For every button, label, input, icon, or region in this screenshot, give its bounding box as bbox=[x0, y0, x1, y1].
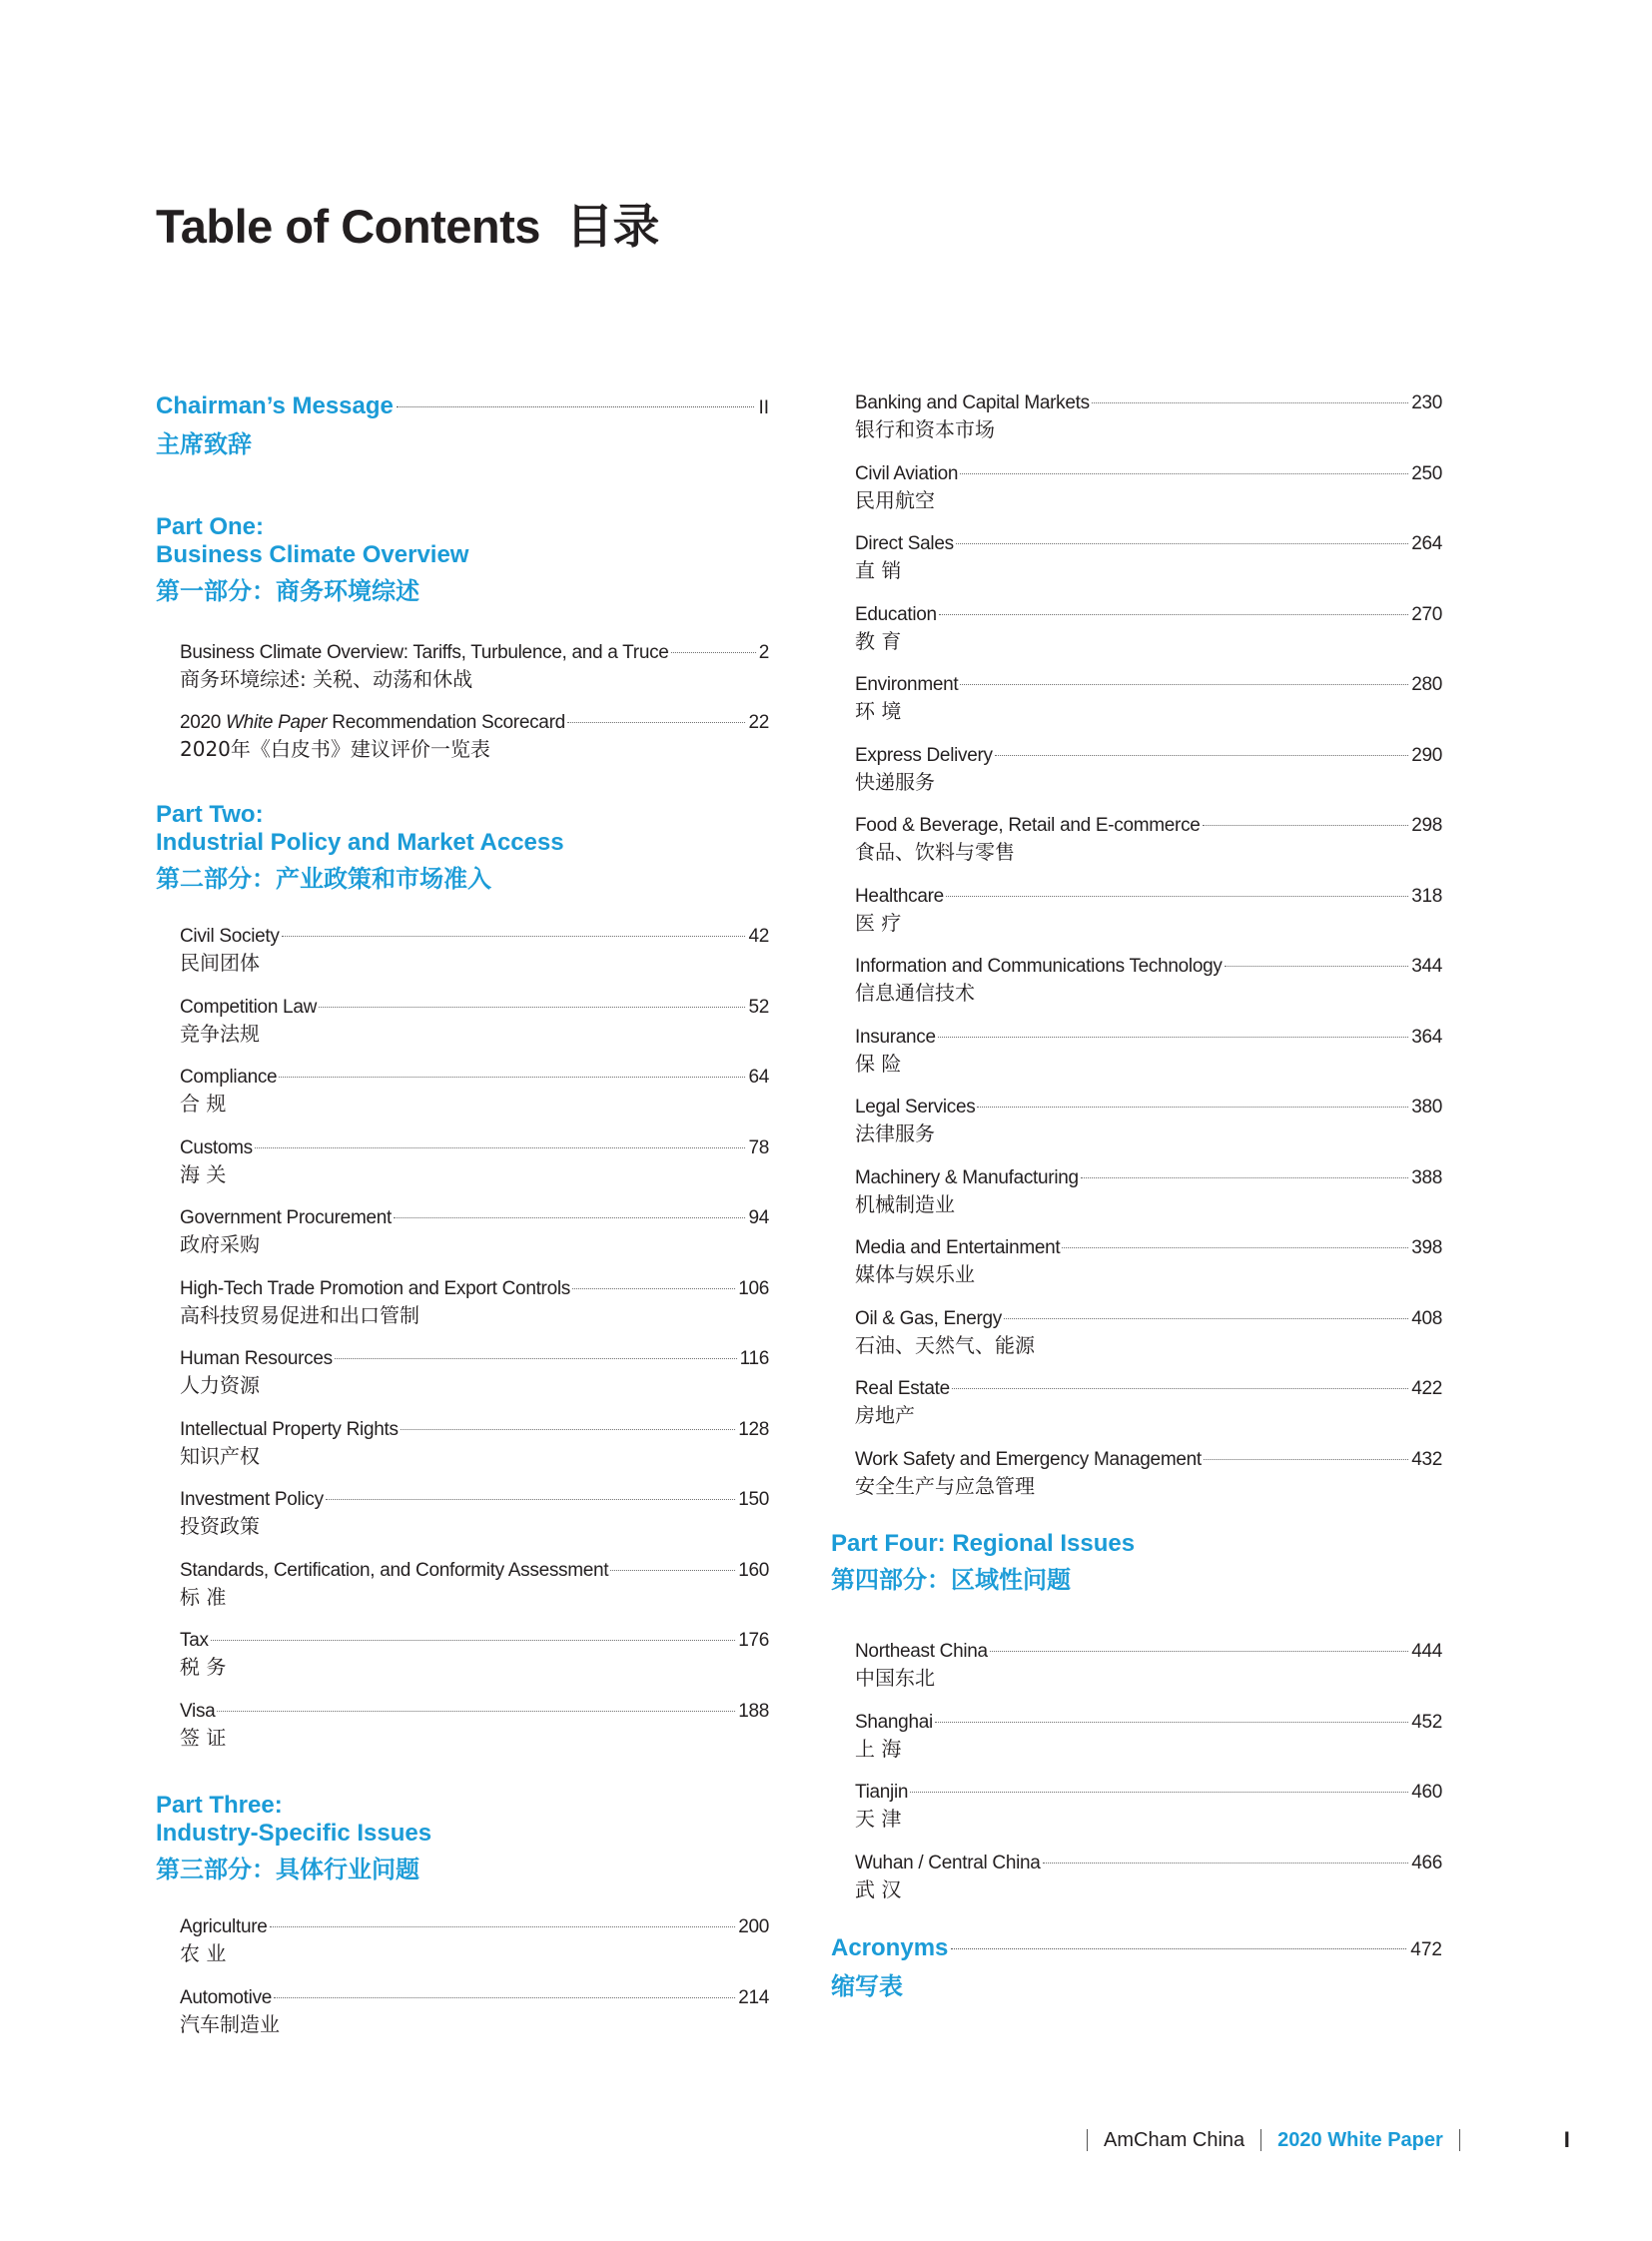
part-two-label: Part Two: bbox=[156, 801, 264, 828]
toc-entry[interactable] bbox=[180, 1488, 769, 1546]
entry-page: 318 bbox=[1411, 885, 1442, 907]
footer-org: AmCham China bbox=[1104, 2128, 1245, 2151]
entry-title-zh: 信息通信技术 bbox=[855, 981, 975, 1005]
entry-title-zh: 2020年《白皮书》建议评价一览表 bbox=[180, 737, 490, 761]
entry-title-zh: 保 险 bbox=[855, 1051, 902, 1076]
leader-dots bbox=[319, 1007, 745, 1008]
leader-dots bbox=[401, 1429, 736, 1430]
leader-dots bbox=[394, 1217, 745, 1218]
entry-title-zh: 税 务 bbox=[180, 1655, 227, 1679]
toc-entry[interactable] bbox=[855, 462, 1442, 520]
part-four-title-zh: 第四部分：区域性问题 bbox=[831, 1566, 1071, 1594]
entry-title-zh: 农 业 bbox=[180, 1941, 227, 1965]
toc-entry[interactable] bbox=[180, 1700, 769, 1758]
acronyms-title-zh: 缩写表 bbox=[831, 1972, 903, 2000]
entry-title-zh: 媒体与娱乐业 bbox=[855, 1262, 975, 1286]
entry-page: 128 bbox=[738, 1418, 769, 1440]
entry-title-zh: 天 津 bbox=[855, 1807, 902, 1831]
entry-title: Northeast China bbox=[855, 1641, 988, 1662]
entry-title: Express Delivery bbox=[855, 744, 993, 766]
entry-page: 230 bbox=[1411, 392, 1442, 413]
toc-entry[interactable] bbox=[180, 711, 769, 769]
entry-title-zh: 法律服务 bbox=[855, 1121, 935, 1145]
entry-page: 94 bbox=[748, 1207, 769, 1228]
leader-dots bbox=[326, 1499, 735, 1500]
entry-title bbox=[180, 711, 565, 735]
entry-page: 432 bbox=[1411, 1448, 1442, 1470]
leader-dots bbox=[951, 1948, 1406, 1949]
part-three-title-zh: 第三部分：具体行业问题 bbox=[156, 1856, 419, 1883]
entry-title: Intellectual Property Rights bbox=[180, 1418, 399, 1440]
entry-title-zh: 民用航空 bbox=[855, 487, 935, 512]
leader-dots bbox=[960, 684, 1408, 685]
entry-title-zh: 投资政策 bbox=[180, 1514, 260, 1538]
entry-page: 2 bbox=[758, 642, 769, 663]
entry-title-zh: 教 育 bbox=[855, 628, 902, 653]
part-three-label: Part Three: bbox=[156, 1792, 283, 1819]
toc-entry[interactable] bbox=[855, 1026, 1442, 1084]
entry-page: 444 bbox=[1411, 1641, 1442, 1662]
leader-dots bbox=[946, 896, 1408, 897]
toc-acronyms[interactable] bbox=[831, 1933, 1442, 2004]
part-four-heading bbox=[831, 1530, 1442, 1600]
page-title-zh: 目录 bbox=[565, 200, 659, 255]
entry-title-zh: 标 准 bbox=[180, 1584, 227, 1609]
entry-title-zh: 签 证 bbox=[180, 1725, 227, 1750]
leader-dots bbox=[270, 1926, 736, 1927]
entry-page: 460 bbox=[1411, 1782, 1442, 1803]
entry-title-zh: 知识产权 bbox=[180, 1443, 260, 1468]
toc-entry[interactable] bbox=[180, 1629, 769, 1687]
footer-divider bbox=[1260, 2129, 1261, 2151]
entry-title-zh: 人力资源 bbox=[180, 1373, 260, 1397]
part-two-heading bbox=[156, 801, 769, 899]
entry-page: 188 bbox=[738, 1700, 769, 1722]
entry-title-zh: 快递服务 bbox=[855, 769, 935, 794]
entry-title-zh: 机械制造业 bbox=[855, 1191, 955, 1216]
leader-dots bbox=[397, 406, 755, 407]
entry-page: 52 bbox=[748, 996, 769, 1018]
entry-page: 280 bbox=[1411, 674, 1442, 695]
entry-title: Tianjin bbox=[855, 1782, 909, 1803]
entry-page: 398 bbox=[1411, 1237, 1442, 1258]
entry-title-zh: 环 境 bbox=[855, 699, 902, 723]
entry-title: Automotive bbox=[180, 1986, 273, 2008]
toc-chairman-message[interactable] bbox=[156, 391, 769, 462]
entry-title: Oil & Gas, Energy bbox=[855, 1307, 1002, 1329]
entry-page: 290 bbox=[1411, 744, 1442, 766]
entry-page: 388 bbox=[1411, 1166, 1442, 1188]
leader-dots bbox=[995, 755, 1408, 756]
footer-divider bbox=[1459, 2129, 1460, 2151]
part-one-title-zh: 第一部分：商务环境综述 bbox=[156, 577, 419, 605]
toc-entry[interactable] bbox=[855, 955, 1442, 1013]
leader-dots bbox=[274, 1997, 735, 1998]
entry-title: Media and Entertainment bbox=[855, 1237, 1061, 1258]
toc-entry[interactable] bbox=[855, 1448, 1442, 1506]
toc-entry[interactable] bbox=[855, 673, 1442, 731]
leader-dots bbox=[990, 1651, 1408, 1652]
toc-entry[interactable] bbox=[180, 641, 769, 699]
toc-entry[interactable] bbox=[855, 1640, 1442, 1698]
toc-entry[interactable] bbox=[180, 1347, 769, 1405]
toc-entry[interactable] bbox=[180, 1559, 769, 1617]
leader-dots bbox=[282, 936, 746, 937]
leader-dots bbox=[572, 1288, 735, 1289]
entry-title-zh: 竞争法规 bbox=[180, 1021, 260, 1046]
part-three-heading bbox=[156, 1792, 769, 1889]
entry-title: Machinery & Manufacturing bbox=[855, 1166, 1079, 1188]
entry-title-zh: 医 疗 bbox=[855, 910, 902, 935]
footer-publication: 2020 White Paper bbox=[1277, 2128, 1443, 2151]
toc-entry[interactable] bbox=[855, 1166, 1442, 1224]
entry-title: Civil Society bbox=[180, 926, 280, 947]
part-one-label: Part One: bbox=[156, 513, 265, 540]
toc-entry[interactable] bbox=[180, 925, 769, 983]
toc-entry[interactable] bbox=[855, 1852, 1442, 1909]
entry-page: 298 bbox=[1411, 815, 1442, 836]
entry-page: 270 bbox=[1411, 603, 1442, 625]
entry-title: Food & Beverage, Retail and E-commerce bbox=[855, 815, 1201, 836]
entry-title: Investment Policy bbox=[180, 1489, 324, 1510]
entry-title: Competition Law bbox=[180, 996, 318, 1018]
entry-title: Legal Services bbox=[855, 1097, 976, 1118]
part-one-heading bbox=[156, 513, 769, 611]
entry-title: Standards, Certification, and Conformity Assessment bbox=[180, 1559, 609, 1581]
entry-page: 106 bbox=[738, 1277, 769, 1299]
leader-dots bbox=[255, 1147, 746, 1148]
entry-title: Business Climate Overview: Tariffs, Turbulence, and a Truce bbox=[180, 642, 669, 663]
leader-dots bbox=[1081, 1177, 1408, 1178]
acronyms-page: 472 bbox=[1410, 1939, 1442, 1960]
leader-dots bbox=[217, 1711, 735, 1712]
entry-page: 250 bbox=[1411, 462, 1442, 484]
leader-dots bbox=[1204, 1459, 1408, 1460]
leader-dots bbox=[952, 1388, 1408, 1389]
page-title bbox=[156, 190, 659, 257]
leader-dots bbox=[1092, 402, 1408, 403]
toc-entry[interactable] bbox=[180, 1915, 769, 1973]
toc-entry[interactable] bbox=[180, 1986, 769, 2044]
entry-title-zh: 食品、饮料与零售 bbox=[855, 840, 1015, 864]
leader-dots bbox=[1004, 1318, 1408, 1319]
entry-page: 116 bbox=[739, 1348, 769, 1369]
entry-page: 380 bbox=[1411, 1097, 1442, 1118]
toc-entry[interactable] bbox=[855, 885, 1442, 943]
entry-page: 344 bbox=[1411, 956, 1442, 977]
leader-dots bbox=[935, 1722, 1408, 1723]
toc-entry[interactable] bbox=[180, 996, 769, 1054]
leader-dots bbox=[938, 1037, 1408, 1038]
entry-title: Tax bbox=[180, 1630, 209, 1651]
entry-title-zh: 银行和资本市场 bbox=[855, 417, 995, 441]
entry-title-prefix: 2020 bbox=[180, 712, 227, 733]
entry-title: Work Safety and Emergency Management bbox=[855, 1448, 1202, 1470]
part-two-title: Industrial Policy and Market Access bbox=[156, 829, 564, 856]
toc-entry[interactable] bbox=[180, 1206, 769, 1264]
entry-title: High-Tech Trade Promotion and Export Controls bbox=[180, 1277, 570, 1299]
entry-title-zh: 商务环境综述: 关税、动荡和休战 bbox=[180, 667, 473, 691]
entry-title: Customs bbox=[180, 1136, 253, 1158]
toc-entry[interactable] bbox=[855, 1711, 1442, 1769]
entry-page: 408 bbox=[1411, 1307, 1442, 1329]
entry-title-zh: 汽车制造业 bbox=[180, 2011, 280, 2036]
entry-title-zh: 武 汉 bbox=[855, 1876, 902, 1901]
entry-title: Human Resources bbox=[180, 1348, 333, 1369]
chairman-page: II bbox=[758, 397, 769, 418]
entry-title: Banking and Capital Markets bbox=[855, 392, 1090, 413]
entry-title: Wuhan / Central China bbox=[855, 1852, 1041, 1873]
toc-entry[interactable] bbox=[855, 1236, 1442, 1294]
toc-entry[interactable] bbox=[855, 1377, 1442, 1435]
entry-title: Shanghai bbox=[855, 1711, 933, 1733]
entry-title: Compliance bbox=[180, 1067, 278, 1088]
chairman-title: Chairman’s Message bbox=[156, 392, 394, 419]
entry-page: 64 bbox=[748, 1067, 769, 1088]
toc-entry[interactable] bbox=[855, 814, 1442, 872]
part-three-title: Industry-Specific Issues bbox=[156, 1820, 432, 1847]
leader-dots bbox=[1062, 1247, 1408, 1248]
entry-title: Healthcare bbox=[855, 885, 944, 907]
entry-page: 364 bbox=[1411, 1026, 1442, 1048]
toc-entry[interactable] bbox=[855, 532, 1442, 590]
entry-title: Insurance bbox=[855, 1026, 936, 1048]
toc-entry[interactable] bbox=[855, 744, 1442, 802]
footer-divider bbox=[1087, 2129, 1088, 2151]
toc-entry[interactable] bbox=[855, 391, 1442, 449]
leader-dots bbox=[335, 1358, 737, 1359]
entry-page: 452 bbox=[1411, 1711, 1442, 1733]
entry-title: Information and Communications Technology bbox=[855, 956, 1223, 977]
part-four-title: Part Four: Regional Issues bbox=[831, 1530, 1136, 1557]
leader-dots bbox=[960, 473, 1408, 474]
entry-page: 264 bbox=[1411, 533, 1442, 554]
part-two-title-zh: 第二部分：产业政策和市场准入 bbox=[156, 865, 491, 893]
leader-dots bbox=[939, 614, 1408, 615]
entry-title-zh: 安全生产与应急管理 bbox=[855, 1473, 1035, 1498]
entry-title-italic: White Paper bbox=[226, 712, 328, 733]
entry-title-zh: 民间团体 bbox=[180, 951, 260, 975]
leader-dots bbox=[910, 1792, 1408, 1793]
leader-dots bbox=[567, 722, 746, 723]
leader-dots bbox=[610, 1570, 735, 1571]
entry-page: 176 bbox=[738, 1630, 769, 1651]
footer-page-number: I bbox=[1563, 2127, 1570, 2152]
entry-title-zh: 上 海 bbox=[855, 1736, 902, 1761]
leader-dots bbox=[956, 543, 1408, 544]
entry-page: 42 bbox=[748, 926, 769, 947]
entry-title-zh: 高科技贸易促进和出口管制 bbox=[180, 1302, 419, 1327]
entry-title: Government Procurement bbox=[180, 1207, 392, 1228]
leader-dots bbox=[1043, 1863, 1409, 1864]
toc-entry[interactable] bbox=[180, 1136, 769, 1194]
entry-title: Visa bbox=[180, 1700, 216, 1722]
entry-page: 200 bbox=[738, 1916, 769, 1937]
leader-dots bbox=[1203, 825, 1409, 826]
chairman-title-zh: 主席致辞 bbox=[156, 430, 252, 458]
entry-title-suffix: Recommendation Scorecard bbox=[327, 712, 565, 733]
entry-title: Real Estate bbox=[855, 1378, 950, 1399]
leader-dots bbox=[1225, 966, 1409, 967]
entry-title-zh: 石油、天然气、能源 bbox=[855, 1332, 1035, 1357]
entry-page: 160 bbox=[738, 1559, 769, 1581]
toc-entry[interactable] bbox=[180, 1066, 769, 1123]
entry-title-zh: 政府采购 bbox=[180, 1232, 260, 1256]
entry-page: 22 bbox=[748, 712, 769, 733]
entry-page: 150 bbox=[738, 1489, 769, 1510]
acronyms-title: Acronyms bbox=[831, 1934, 949, 1961]
leader-dots bbox=[977, 1107, 1408, 1108]
entry-page: 214 bbox=[738, 1986, 769, 2008]
entry-page: 466 bbox=[1411, 1852, 1442, 1873]
toc-entry[interactable] bbox=[180, 1277, 769, 1335]
leader-dots bbox=[211, 1640, 736, 1641]
leader-dots bbox=[671, 652, 756, 653]
entry-title: Civil Aviation bbox=[855, 462, 959, 484]
entry-title: Environment bbox=[855, 674, 959, 695]
entry-title: Direct Sales bbox=[855, 533, 954, 554]
entry-title-zh: 直 销 bbox=[855, 558, 902, 582]
part-one-title: Business Climate Overview bbox=[156, 541, 469, 568]
entry-title-zh: 房地产 bbox=[855, 1403, 915, 1427]
entry-title-zh: 合 规 bbox=[180, 1092, 227, 1116]
entry-title-zh: 中国东北 bbox=[855, 1666, 935, 1690]
toc-entry[interactable] bbox=[855, 603, 1442, 661]
toc-entry[interactable] bbox=[855, 1781, 1442, 1839]
page-footer bbox=[1071, 2125, 1570, 2155]
toc-entry[interactable] bbox=[855, 1307, 1442, 1365]
toc-entry[interactable] bbox=[180, 1418, 769, 1476]
leader-dots bbox=[279, 1077, 745, 1078]
entry-page: 422 bbox=[1411, 1378, 1442, 1399]
page-title-en: Table of Contents bbox=[156, 200, 540, 253]
entry-title-zh: 海 关 bbox=[180, 1161, 227, 1186]
entry-title: Agriculture bbox=[180, 1916, 268, 1937]
entry-page: 78 bbox=[748, 1136, 769, 1158]
entry-title: Education bbox=[855, 603, 937, 625]
toc-entry[interactable] bbox=[855, 1096, 1442, 1153]
